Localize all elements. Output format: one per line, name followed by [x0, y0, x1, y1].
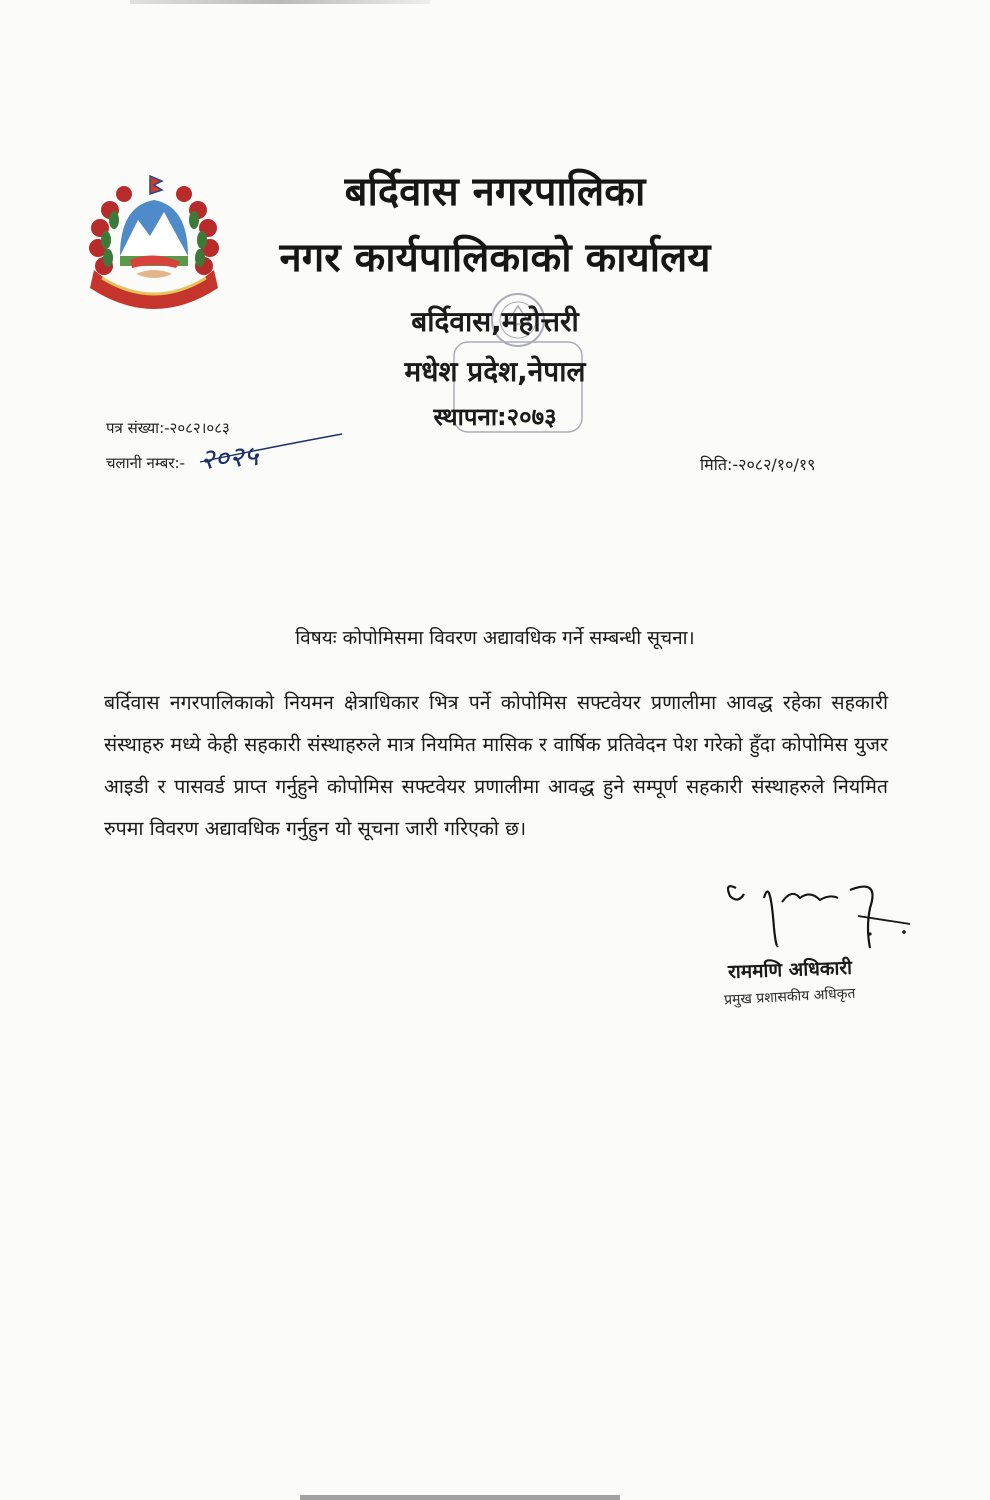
handwritten-dispatch-number: २०२५ [198, 439, 260, 476]
office-address-line1: बर्दिवास,महोत्तरी [411, 305, 579, 338]
signatory-name: राममणि अधिकारी [727, 956, 853, 984]
letter-body: बर्दिवास नगरपालिकाको नियमन क्षेत्राधिकार भित्र पर्ने कोपोमिस सफ्टवेयर प्रणालीमा आवद्ध रहेका सहकारी संस्थाहरु मध्ये केही सहकारी संस्थाहरुले मात्र नियमित मासिक र वार्षिक प्रतिवेदन पेश गरेको हुँदा कोपोमिस युजर आइडी र पासवर्ड प्राप्त गर्नुहुने कोपोमिस सफ्टवेयर प्रणालीमा आवद्ध हुने सम्पूर्ण सहकारी संस्थाहरुले नियमित रुपमा विवरण अद्यावधिक गर्नुहुन यो सूचना जारी गरिएको छ। [104, 691, 888, 840]
signatory-designation: प्रमुख प्रशासकीय अधिकृत [723, 985, 856, 1009]
letter-subject: विषयः कोपोमिसमा विवरण अद्यावधिक गर्ने सम्बन्धी सूचना। [295, 627, 695, 649]
scan-edge-top [130, 0, 430, 4]
handwritten-signature [720, 868, 920, 958]
scan-edge-bottom [300, 1495, 620, 1500]
office-address-line2: मधेश प्रदेश,नेपाल [404, 355, 586, 388]
letter-date: मिति:-२०८२/१०/१९ [700, 455, 816, 474]
dispatch-number-label: चलानी नम्बर:- [106, 454, 185, 472]
office-name-title: बर्दिवास नगरपालिका [344, 169, 646, 215]
office-subtitle: नगर कार्यपालिकाको कार्यालय [279, 235, 711, 281]
established-year: स्थापना:२०७३ [433, 403, 557, 431]
letter-reference-number: पत्र संख्या:-२०८२।०८३ [106, 419, 230, 437]
